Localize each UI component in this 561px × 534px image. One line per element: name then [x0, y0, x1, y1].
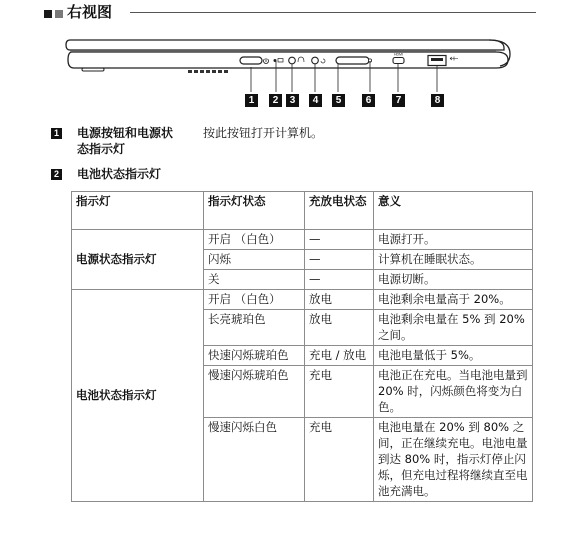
callout-3: 3: [286, 94, 299, 107]
header-indicator: 指示灯: [72, 192, 204, 230]
cell-charge: 放电: [305, 290, 374, 310]
cell-meaning: 电池电量在 20% 到 80% 之间，正在继续充电。电池电量到达 80% 时，指示灯停止闪烁，但充电过程将继续直至电池充满电。: [374, 418, 533, 502]
hdmi-text: HDMI: [394, 52, 403, 57]
cell-charge: —: [305, 250, 374, 270]
cell-state: 慢速闪烁琥珀色: [204, 366, 305, 418]
legend-label-1-line1: 电源按钮和电源状: [77, 126, 174, 140]
group-power-indicator: 电源状态指示灯: [72, 230, 204, 290]
header-meaning: 意义: [374, 192, 533, 230]
cell-charge: 放电: [305, 310, 374, 346]
page-title: 右视图: [67, 3, 113, 21]
cell-state: 闪烁: [204, 250, 305, 270]
cell-meaning: 电源切断。: [374, 270, 533, 290]
cell-state: 开启 （白色）: [204, 290, 305, 310]
cell-charge: —: [305, 230, 374, 250]
callout-7: 7: [392, 94, 405, 107]
legend-badge-2: 2: [51, 169, 62, 180]
cell-state: 关: [204, 270, 305, 290]
cell-charge: 充电: [305, 418, 374, 502]
cell-state: 慢速闪烁白色: [204, 418, 305, 502]
header-indicator-state: 指示灯状态: [204, 192, 305, 230]
legend-description-1: 按此按钮打开计算机。: [203, 126, 324, 140]
cell-state: 长亮琥珀色: [204, 310, 305, 346]
header-charge-state: 充放电状态: [305, 192, 374, 230]
table-header-row: [72, 192, 533, 230]
cell-meaning: 电池剩余电量在 5% 到 20% 之间。: [374, 310, 533, 346]
legend-badge-1: 1: [51, 128, 62, 139]
callout-5: 5: [332, 94, 345, 107]
cell-state: 开启 （白色）: [204, 230, 305, 250]
callout-4: 4: [309, 94, 322, 107]
callout-1: 1: [245, 94, 258, 107]
cell-meaning: 计算机在睡眠状态。: [374, 250, 533, 270]
cell-state: 快速闪烁琥珀色: [204, 346, 305, 366]
cell-meaning: 电源打开。: [374, 230, 533, 250]
table-row: [72, 230, 533, 250]
indicator-table: [71, 191, 533, 502]
cell-meaning: 电池正在充电。当电池电量到 20% 时，闪烁颜色将变为白色。: [374, 366, 533, 418]
table-row: [72, 290, 533, 310]
callout-2: 2: [269, 94, 282, 107]
cell-charge: 充电 / 放电: [305, 346, 374, 366]
legend-label-1-line2: 态指示灯: [77, 142, 126, 156]
cell-charge: 充电: [305, 366, 374, 418]
cell-meaning: 电池电量低于 5%。: [374, 346, 533, 366]
legend-label-2: 电池状态指示灯: [77, 167, 162, 181]
callout-6: 6: [362, 94, 375, 107]
callout-8: 8: [431, 94, 444, 107]
group-battery-indicator: 电池状态指示灯: [72, 290, 204, 502]
cell-meaning: 电池剩余电量高于 20%。: [374, 290, 533, 310]
cell-charge: —: [305, 270, 374, 290]
